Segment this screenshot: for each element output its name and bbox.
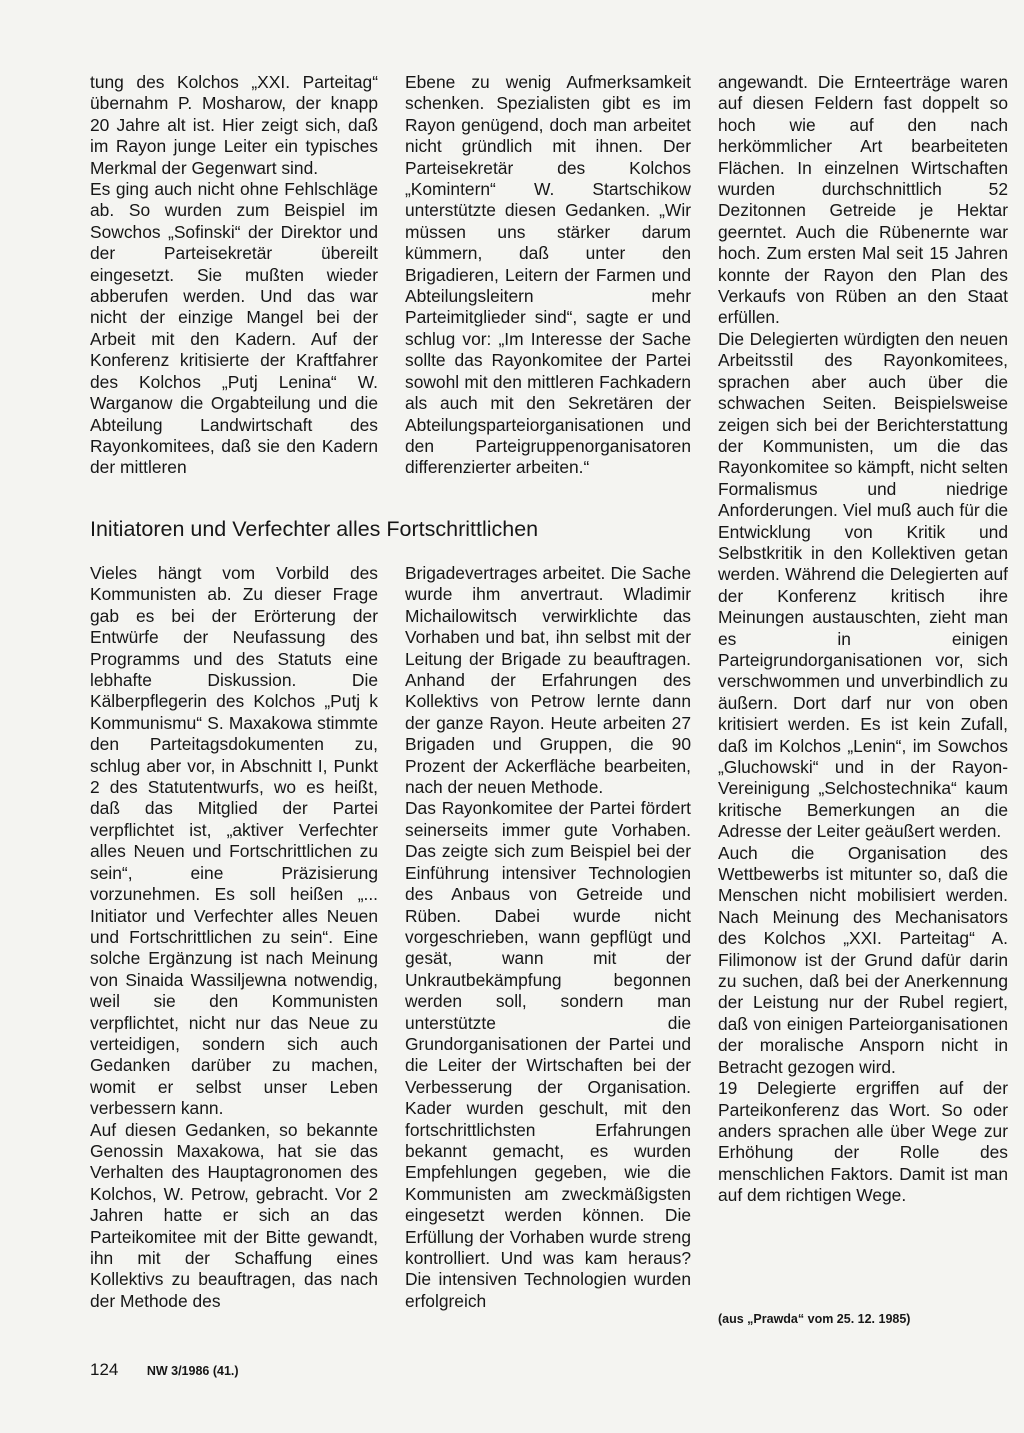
- paragraph: Ebene zu wenig Aufmerksamkeit schenken. Spezialisten gibt es im Rayon genügend, doch man arbeitet nicht gründlich mit ihnen. Der Parteisekretär des Kolchos „Komintern“ W. Startschikow unterstützte diesen Gedanken. „Wir müssen uns stärker darum kümmern, daß unter den Brigadieren, Leitern der Farmen und Abteilungsleitern mehr Parteimitglieder sind“, sagte er und schlug vor: „Im Interesse der Sache sollte das Rayonkomitee der Partei sowohl mit den mittleren Fachkadern als auch mit den Sekretären der Abteilungsparteiorganisationen und den Parteigruppenorganisatoren differenzierter arbeiten.“: [405, 72, 691, 478]
- source-citation: (aus „Prawda“ vom 25. 12. 1985): [718, 1312, 911, 1326]
- paragraph: angewandt. Die Ernteerträge waren auf diesen Feldern fast doppelt so hoch wie auf den nach herkömmlicher Art bearbeiteten Flächen. In einzelnen Wirtschaften wurden durchschnittlich 52 Dezitonnen Getreide je Hektar geerntet. Auch die Rübenernte war hoch. Zum ersten Mal seit 15 Jahren konnte der Rayon den Plan des Verkaufs von Rüben an den Staat erfüllen.: [718, 72, 1008, 328]
- paragraph: Es ging auch nicht ohne Fehlschläge ab. So wurden zum Beispiel im Sowchos „Sofinski“ der Direktor und der Parteisekretär übereilt eingesetzt. Sie mußten wieder abberufen werden. Und das war nicht der einzige Mangel bei der Arbeit mit den Kadern. Auf der Konferenz kritisierte der Kraftfahrer des Kolchos „Putj Lenina“ W. Warganow die Orgabteilung und die Abteilung Landwirtschaft des Rayonkomitees, daß sie den Kadern der mittleren: [90, 179, 378, 478]
- paragraph: Vieles hängt vom Vorbild des Kommunisten ab. Zu dieser Frage gab es bei der Erörterung der Entwürfe der Neufassung des Programms und des Statuts eine lebhafte Diskussion. Die Kälberpflegerin des Kolchos „Putj k Kommunismu“ S. Maxakowa stimmte den Parteitagsdokumenten zu, schlug aber vor, in Abschnitt I, Punkt 2 des Statutentwurfs, wo es heißt, daß das Mitglied der Partei verpflichtet ist, „aktiver Verfechter alles Neuen und Fortschrittlichen zu sein“, eine Präzisierung vorzunehmen. Es soll heißen „... Initiator und Verfechter alles Neuen und Fortschrittlichen zu sein“. Eine solche Ergänzung ist nach Meinung von Sinaida Wassiljewna notwendig, weil sie den Kommunisten verpflichtet, nicht nur das Neue zu verteidigen, sondern sich auch Gedanken darüber zu machen, womit er selbst unser Leben verbessern kann.: [90, 563, 378, 1119]
- column-1-top: [90, 72, 378, 479]
- section-heading: Initiatoren und Verfechter alles Fortschrittlichen: [90, 517, 539, 541]
- paragraph: Auch die Organisation des Wettbewerbs ist mitunter so, daß die Menschen nicht mobilisiert werden. Nach Meinung des Mechanisators des Kolchos „XXI. Parteitag“ A. Filimonow ist der Grund dafür darin zu suchen, daß bei der Anerkennung der Leistung nur der Rubel regiert, daß von einigen Parteiorganisationen der moralische Ansporn nicht in Betracht gezogen wird.: [718, 842, 1008, 1077]
- column-2-bottom: [405, 563, 691, 1312]
- page-footer: [90, 1360, 239, 1380]
- paragraph: Auf diesen Gedanken, so bekannte Genossin Maxakowa, hat sie das Verhalten des Hauptagronomen des Kolchos, W. Petrow, gebracht. Vor 2 Jahren hatte er sich an das Parteikomitee mit der Bitte gewandt, ihn mit der Schaffung eines Kollektivs zu beauftragen, das nach der Methode des: [90, 1119, 378, 1311]
- column-2-top: [405, 72, 691, 479]
- column-3: [718, 72, 1008, 1207]
- paragraph: 19 Delegierte ergriffen auf der Parteikonferenz das Wort. So oder anders sprachen alle über Wege zur Erhöhung der Rolle des menschlichen Faktors. Damit ist man auf dem richtigen Wege.: [718, 1078, 1008, 1206]
- paragraph: Brigadevertrages arbeitet. Die Sache wurde ihm anvertraut. Wladimir Michailowitsch verwirklichte das Vorhaben und bat, ihn selbst mit der Leitung der Brigade zu beauftragen. Anhand der Erfahrungen des Kollektivs von Petrow lernte dann der ganze Rayon. Heute arbeiten 27 Brigaden und Gruppen, die 90 Prozent der Ackerfläche bearbeiten, nach der neuen Methode.: [405, 563, 691, 798]
- issue-reference: NW 3/1986 (41.): [146, 1364, 239, 1378]
- paragraph: Das Rayonkomitee der Partei fördert seinerseits immer gute Vorhaben. Das zeigte sich zum Beispiel bei der Einführung intensiver Technologien des Anbaus von Getreide und Rüben. Dabei wurde nicht vorgeschrieben, wann gepflügt und gesät, wann mit der Unkrautbekämpfung begonnen werden soll, sondern man unterstützte die Grundorganisationen der Partei und die Leiter der Wirtschaften bei der Verbesserung der Organisation. Kader wurden geschult, mit den fortschrittlichsten Erfahrungen bekannt gemacht, es wurden Empfehlungen gegeben, wie die Kommunisten am zweckmäßigsten eingesetzt werden können. Die Erfüllung der Vorhaben wurde streng kontrolliert. Und was kam heraus? Die intensiven Technologien wurden erfolgreich: [405, 798, 691, 1311]
- page-number: 124: [90, 1360, 119, 1379]
- paragraph: Die Delegierten würdigten den neuen Arbeitsstil des Rayonkomitees, sprachen aber auch über die schwachen Seiten. Beispielsweise zeigen sich bei der Berichterstattung der Kommunisten, um die das Rayonkomitee so kämpft, nicht selten Formalismus und niedrige Anforderungen. Viel muß auch für die Entwicklung von Kritik und Selbstkritik in den Kollektiven getan werden. Während die Delegierten auf der Konferenz kritisch ihre Meinungen austauschten, zieht man es in einigen Parteigrundorganisationen vor, sich verschwommen und unverbindlich zu äußern. Dort darf nur von oben kritisiert werden. Es ist kein Zufall, daß im Kolchos „Lenin“, im Sowchos „Gluchowski“ und in der Rayon-Vereinigung „Selchostechnika“ kaum kritische Bemerkungen an die Adresse der Leiter geäußert werden.: [718, 328, 1008, 842]
- column-1-bottom: [90, 563, 378, 1312]
- paragraph: tung des Kolchos „XXI. Parteitag“ übernahm P. Mosharow, der knapp 20 Jahre alt ist. Hier zeigt sich, daß im Rayon junge Leiter ein typisches Merkmal der Gegenwart sind.: [90, 72, 378, 178]
